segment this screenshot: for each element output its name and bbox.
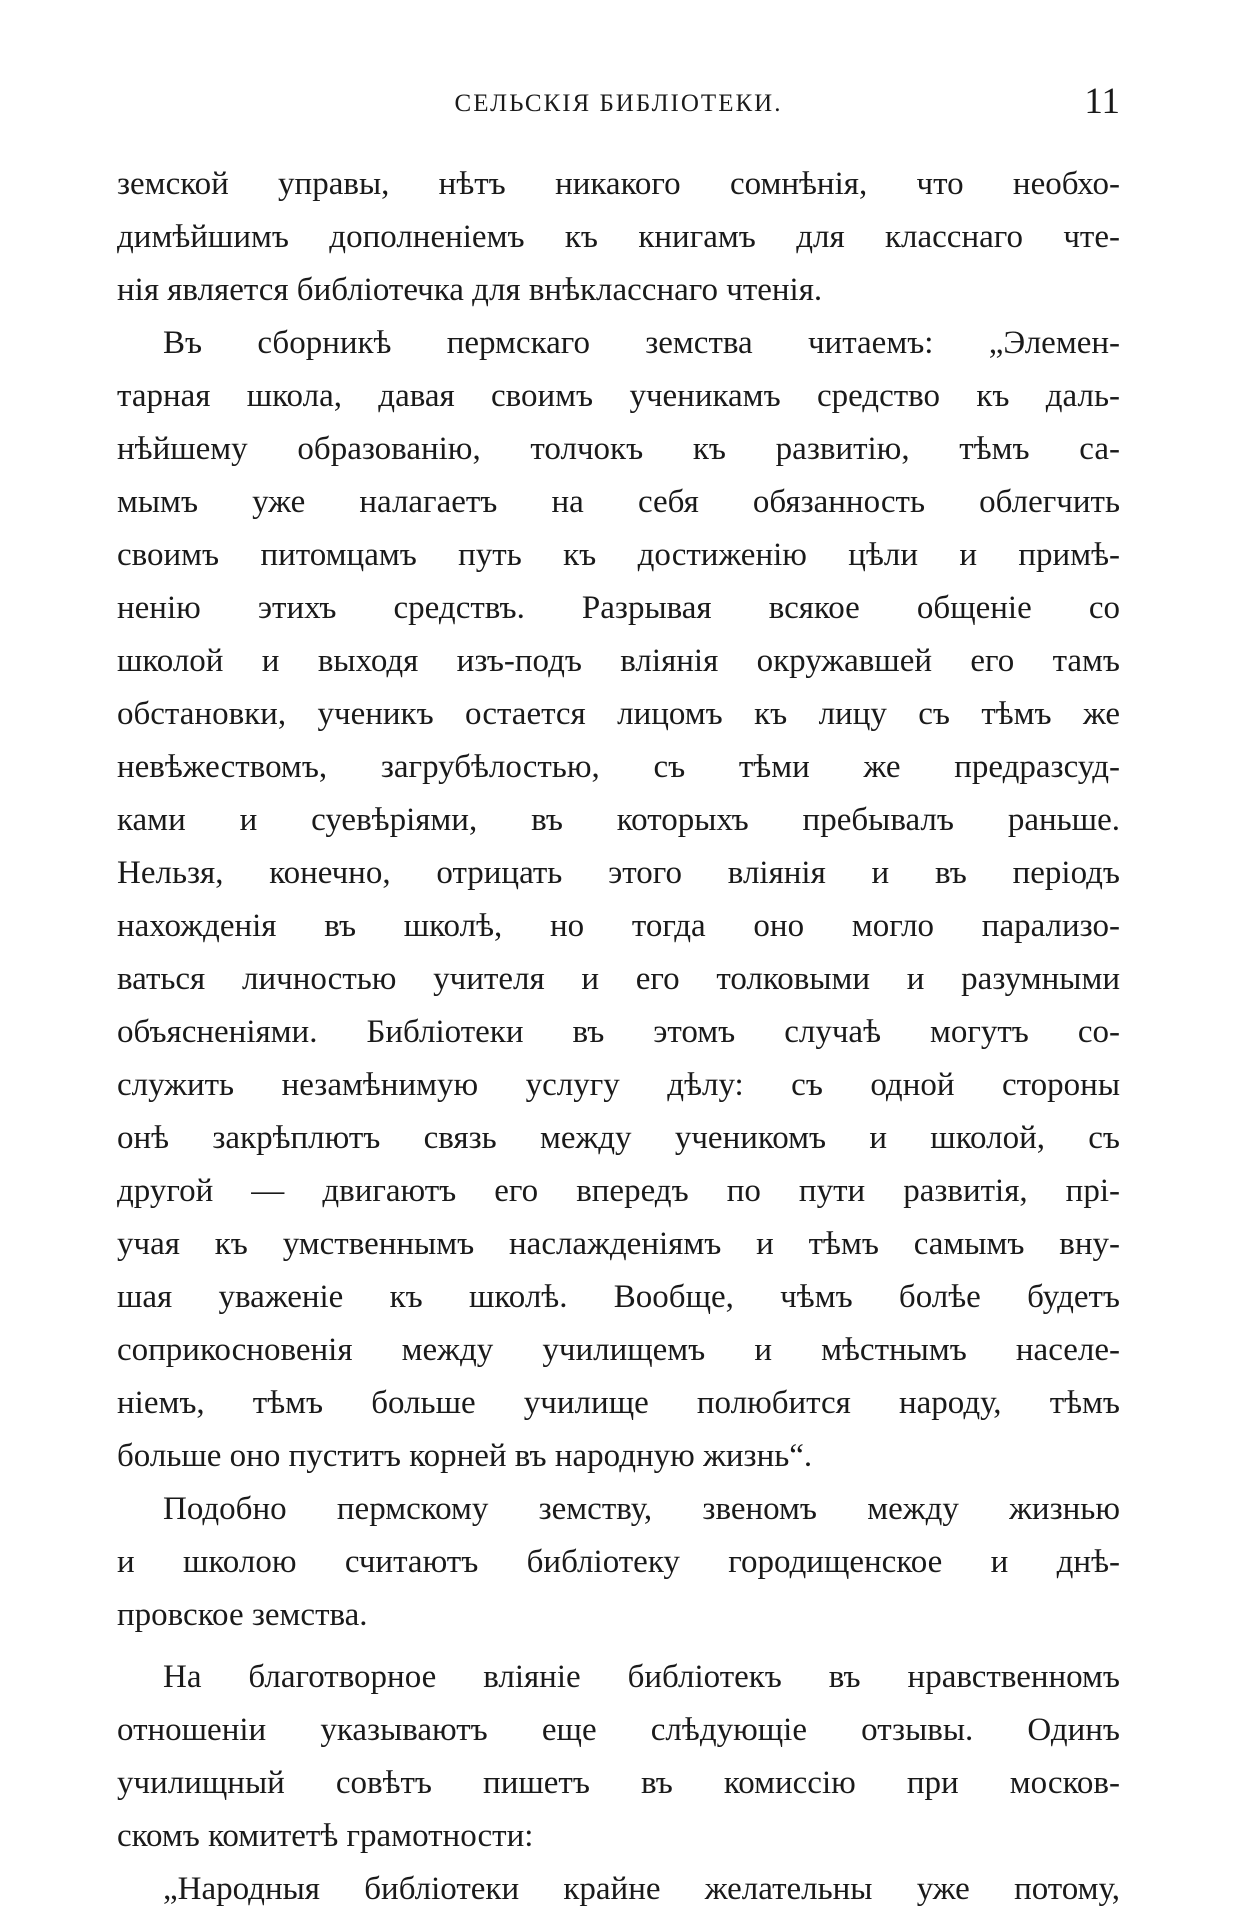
text-line: димѣйшимъ дополненіемъ къ книгамъ для класснаго чте-: [117, 219, 1120, 255]
text-line: школой и выходя изъ-подъ вліянія окружавшей его тамъ: [117, 643, 1120, 679]
text-line: онѣ закрѣплютъ связь между ученикомъ и школой, съ: [117, 1120, 1120, 1156]
text-line: невѣжествомъ, загрубѣлостью, съ тѣми же предразсуд-: [117, 749, 1120, 785]
paragraph-first-line: „Народныя библіотеки крайне желательны уже потому,: [163, 1871, 1120, 1907]
text-line: ваться личностью учителя и его толковыми и разумными: [117, 961, 1120, 997]
paragraph-first-line: На благотворное вліяніе библіотекъ въ нравственномъ: [163, 1659, 1120, 1695]
text-line: земской управы, нѣтъ никакого сомнѣнія, что необхо-: [117, 166, 1120, 202]
text-line: больше оно пуститъ корней въ народную жизнь“.: [117, 1438, 813, 1474]
text-line: соприкосновенія между училищемъ и мѣстнымъ населе-: [117, 1332, 1120, 1368]
text-line: шая уваженіе къ школѣ. Вообще, чѣмъ болѣе будетъ: [117, 1279, 1120, 1315]
text-line: тарная школа, давая своимъ ученикамъ средство къ даль-: [117, 378, 1120, 414]
text-line: ненію этихъ средствъ. Разрывая всякое общеніе со: [117, 590, 1120, 626]
text-line: провское земства.: [117, 1597, 368, 1633]
page-number: 11: [1084, 81, 1120, 122]
text-line: объясненіями. Библіотеки въ этомъ случаѣ могутъ со-: [117, 1014, 1120, 1050]
text-line: учая къ умственнымъ наслажденіямъ и тѣмъ самымъ вну-: [117, 1226, 1120, 1262]
paragraph-first-line: Подобно пермскому земству, звеномъ между жизнью: [163, 1491, 1120, 1527]
text-line: обстановки, ученикъ остается лицомъ къ лицу съ тѣмъ же: [117, 696, 1120, 732]
text-line: Нельзя, конечно, отрицать этого вліянія и въ періодъ: [117, 855, 1120, 891]
text-line: служить незамѣнимую услугу дѣлу: съ одной стороны: [117, 1067, 1120, 1103]
text-line: ніемъ, тѣмъ больше училище полюбится народу, тѣмъ: [117, 1385, 1120, 1421]
paragraph-first-line: Въ сборникѣ пермскаго земства читаемъ: „Элемен-: [163, 325, 1120, 361]
text-line: нѣйшему образованію, толчокъ къ развитію, тѣмъ са-: [117, 431, 1120, 467]
text-line: и школою считаютъ библіотеку городищенское и днѣ-: [117, 1544, 1120, 1580]
text-line: отношеніи указываютъ еще слѣдующіе отзывы. Одинъ: [117, 1712, 1120, 1748]
body-text: [117, 158, 1120, 1916]
text-line: нахожденія въ школѣ, но тогда оно могло парализо-: [117, 908, 1120, 944]
text-line: мымъ уже налагаетъ на себя обязанность облегчить: [117, 484, 1120, 520]
text-line: нія является библіотечка для внѣкласснаго чтенія.: [117, 272, 823, 308]
text-line: другой — двигаютъ его впередъ по пути развитія, прі-: [117, 1173, 1120, 1209]
text-line: училищный совѣтъ пишетъ въ комиссію при москов-: [117, 1765, 1120, 1801]
text-line: своимъ питомцамъ путь къ достиженію цѣли и примѣ-: [117, 537, 1120, 573]
running-head: [117, 81, 1120, 124]
text-line: ками и суевѣріями, въ которыхъ пребывалъ раньше.: [117, 802, 1120, 838]
running-title: СЕЛЬСКIЯ БИБЛIОТЕКИ.: [454, 90, 783, 117]
text-line: скомъ комитетѣ грамотности:: [117, 1818, 534, 1854]
